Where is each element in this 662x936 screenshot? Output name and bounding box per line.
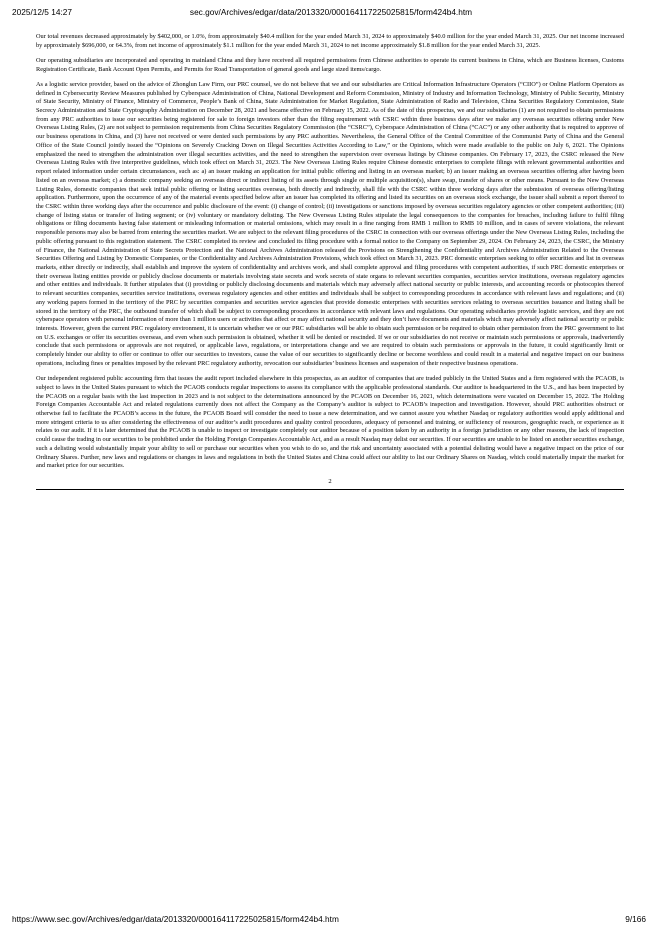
- paragraph-auditor: Our independent registered public accounting firm that issues the audit report included elsewhere in this prospectus, as an auditor of companies that are traded publicly in the United States and a firm registered with the PCAOB, is subject to laws in the United States pursuant to which the PCAOB conducts regular inspections to assess its compliance with the applicable professional standards. Our auditor is headquartered in the U.S., and has been inspected by the PCAOB on a regular basis with the last inspection in 2023 and is not subject to the determinations announced by the PCAOB on December 16, 2021, which determinations were vacated on December 15, 2022. The Holding Foreign Companies Accountable Act and related regulations currently does not affect the Company as the Company’s auditor is subject to PCAOB’s inspection and investigation. However, should PRC authorities obstruct or otherwise fail to facilitate the PCAOB’s access in the future, the PCAOB Board will consider the need to issue a new determination, and we cannot assure you whether Nasdaq or regulatory authorities would apply additional and more stringent criteria to us after considering the effectiveness of our auditor’s audit procedures and quality control procedures, adequacy of personnel and training, or sufficiency of resources, geographic reach, or experience as it relates to our audit. If it is later determined that the PCAOB is unable to inspect or investigate completely our auditor because of a position taken by an authority in a foreign jurisdiction or any other reasons, the lack of inspection could cause the trading in our securities to be prohibited under the Holding Foreign Companies Accountable Act, and as a result Nasdaq may delist our securities. If our securities are unable to be listed on another securities exchange, such a delisting would substantially impair your ability to sell or purchase our securities when you wish to do so, and the risk and uncertainty associated with a potential delisting would have a negative impact on the price of our Ordinary Shares. Further, new laws and regulations or changes in laws and regulations in both the United States and China could affect our ability to list our Ordinary Shares on Nasdaq, which could materially impair the market for and market price for our securities.: [36, 375, 624, 470]
- print-page-title: sec.gov/Archives/edgar/data/2013320/000164117225025815/form424b4.htm: [189, 7, 473, 17]
- paragraph-revenue: Our total revenues decreased approximately by $402,000, or 1.0%, from approximately $40.4 million for the year ended March 31, 2024 to approximately $40.0 million for the year ended March 31, 2025. Our net income increased by approximately $696,000, or 64.3%, from net income of approximately $1.1 million for the year ended March 31, 2024 to net income approximately $1.8 million for the year ended March 31, 2025.: [36, 33, 624, 49]
- browser-print-header: [0, 7, 662, 19]
- paragraph-regulatory: As a logistic service provider, based on the advice of Zhonglun Law Firm, our PRC counsel, we do not believe that we and our subsidiaries are Critical Information Infrastructure Operators (“CIIO”) or Online Platform Operators as defined in Cybersecurity Review Measures published by Cyberspace Administration of China, National Development and Reform Commission, Ministry of Industry and Information Technology, Ministry of Public Security, Ministry of State Security, Ministry of Finance, Ministry of Commerce, People’s Bank of China, State Administration for Market Regulation, State Administration of Radio and Television, China Securities Regulatory Commission, State Secrecy Administration and State Cryptography Administration on December 28, 2021 and became effective on February 15, 2022. As of the date of this prospectus, we and our subsidiaries (1) are not required to obtain permissions from any PRC authorities to issue our securities being registered for sale to foreign investors other than the filing requirement with CSRC within three business days after we make any overseas securities offering under New Overseas Listing Rules, (2) are not subject to permission requirements from China Securities Regulatory Commission (the “CSRC”), Cyberspace Administration of China (“CAC”) or any other authority that is required to approve of our business operations in China, and (3) have not received or were denied such permissions by any PRC authorities. Nevertheless, the General Office of the Central Committee of the Communist Party of China and the General Office of the State Council jointly issued the “Opinions on Severely Cracking Down on Illegal Securities Activities According to Law,” or the Opinions, which were made available to the public on July 6, 2021. The Opinions emphasized the need to strengthen the administration over illegal securities activities, and the need to strengthen the supervision over overseas listings by Chinese companies. On February 17, 2023, the CSRC released the New Overseas Listing Rules with five interpretive guidelines, which took effect on March 31, 2023. The New Overseas Listing Rules require Chinese domestic enterprises to complete filings with relevant governmental authorities and report related information under certain circumstances, such as: a) an issuer making an application for initial public offering and listing in an overseas market; b) an issuer making an overseas securities offering after having been listed on an overseas market; c) a domestic company seeking an overseas direct or indirect listing of its assets through single or multiple acquisition(s), share swap, transfer of shares or other means. Pursuant to the New Overseas Listing Rules, domestic companies that seek initial public offering or listing securities overseas, both directly and indirectly, shall file with the CSRC within three working days after the submission of overseas offering/listing application. Furthermore, upon the occurrence of any of the material events specified below after an issuer has completed its offering and listed its securities on an overseas stock exchange, the issuer shall submit a report thereof to the CSRC within three working days after the occurrence and public disclosure of the event: (i) change of control; (ii) investigations or sanctions imposed by overseas securities regulatory agencies or other competent authorities; (iii) change of listing status or transfer of listing segment; or (iv) voluntary or mandatory delisting. The New Overseas Listing Rules stipulate the legal consequences to the companies for breaches, including failure to fulfil filing obligations or filing documents having false statement or misleading information or material omissions, which may result in a fine ranging from RMB 1 million to RMB 10 million, and in cases of severe violations, the relevant responsible persons may also be barred from entering the securities market. We are subject to the relevant filing procedures of the CSRC in connection with our overseas offerings under the New Overseas Listing Rules, including the public offering pursuant to this registration statement. The CSRC completed its review and concluded its filing procedure with a formal notice to the Company on September 29, 2024. On February 24, 2023, the CSRC, the Ministry of Finance, the National Administration of State Secrets Protection and the National Archives Administration released the Provisions on Strengthening the Confidentiality and Archives Administration Related to the Overseas Securities Offering and Listing by Domestic Companies, or the Confidentiality and Archives Administration Provisions, which took effect on March 31, 2023. PRC domestic enterprises seeking to offer securities and list in overseas markets, either directly or indirectly, shall establish and improve the system of confidentiality and archives work, and shall complete approval and filing procedures with competent authorities, if such PRC domestic enterprises or their overseas listing entities provide or publicly disclose documents or materials involving state secrets and work secrets of state organs to relevant securities companies, securities service institutions, overseas regulatory agencies and other entities and individuals. It further stipulates that (i) providing or publicly disclosing documents and materials which may adversely affect national security or public interests, and accounting records or photocopies thereof to relevant securities companies, securities service institutions, overseas regulatory agencies and other entities and individuals shall be subject to corresponding procedures in accordance with relevant laws and regulations; and (ii) any working papers formed in the territory of the PRC by securities companies and securities service agencies that provide domestic enterprises with securities services relating to overseas securities issuance and listing shall be stored in the territory of the PRC, the outbound transfer of which shall be subject to corresponding procedures in accordance with relevant laws and regulations. Our operating subsidiaries provide logistic services, and they are not cyberspace operators with personal information of more than 1 million users or activities that affect or may affect national security and they don’t have documents and materials which may adversely affect national security or public interests. However, given the current PRC regulatory environment, it is uncertain whether we or our PRC subsidiaries will be able to obtain such permission or be required to obtain other permission from the PRC government to list on U.S. exchanges or offer its securities overseas, and even when such permission is obtained, whether it will be denied or rescinded. If we or our subsidiaries do not receive or maintain such permissions or approvals, inadvertently conclude that such permissions or approvals are not required, or applicable laws, regulations, or interpretations change and we are required to obtain such permissions or approvals in the future, it could significantly limit or completely hinder our ability to offer or continue to offer our securities to investors, cause the value of our securities to significantly decline or become worthless and could result in a material and negative impact on our business operations, including fines or penalties imposed by the relevant PRC regulatory authority, revocation our subsidiaries’ business licenses and suspension of their respective business operations.: [36, 80, 624, 367]
- print-page-count: 9/166: [625, 914, 646, 924]
- page-number: 2: [328, 477, 332, 485]
- paragraph-permissions: Our operating subsidiaries are incorporated and operating in mainland China and they have received all required permissions from Chinese authorities to operate its current business in China, which are Business licenses, Customs Registration Certificate, Bank Account Open Permits, and Permits for Road Transportation of general goods and large sized items/cargo.: [36, 56, 624, 73]
- print-url: https://www.sec.gov/Archives/edgar/data/2013320/000164117225025815/form424b4.htm: [12, 914, 339, 924]
- print-datetime: 2025/12/5 14:27: [12, 7, 72, 17]
- document-body: [36, 33, 624, 490]
- browser-print-footer: [0, 914, 662, 926]
- page-divider: [36, 489, 624, 490]
